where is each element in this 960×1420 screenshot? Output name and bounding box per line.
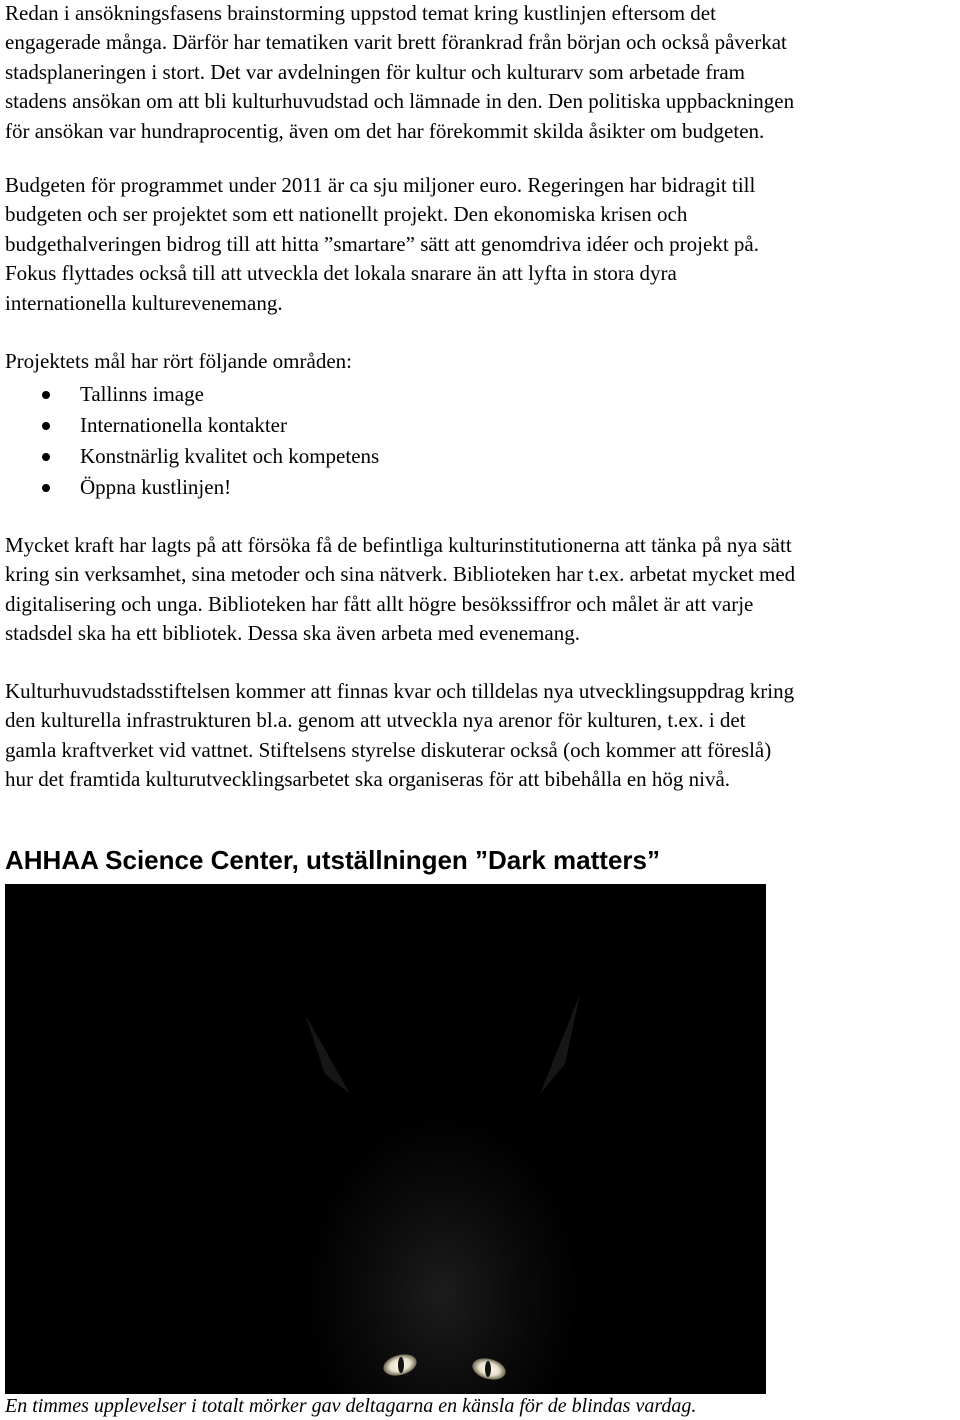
list-item	[5, 410, 379, 441]
list-item-label: Internationella kontakter	[80, 413, 287, 437]
bullet-icon	[42, 422, 50, 430]
goals-list	[5, 379, 379, 503]
list-item	[5, 472, 379, 503]
paragraph-budget: Budgeten för programmet under 2011 är ca sju miljoner euro. Regeringen har bidragit till budgeten och ser projektet som ett nationellt projekt. Den ekonomiska krisen och budgethalveringen bidrog till att hitta ”smartare” sätt att genomdriva idéer och projekt på. Fokus flyttades också till att utveckla det lokala snarare än att lyfta in stora dyra internationella kulturevenemang.	[5, 173, 759, 315]
bullet-icon	[42, 484, 50, 492]
section-heading: AHHAA Science Center, utställningen ”Dark matters”	[5, 845, 660, 875]
paragraph-theme: Redan i ansökningsfasens brainstorming uppstod temat kring kustlinjen eftersom det engagerade många. Därför har tematiken varit brett förankrad från början och också påverkat stadsplaneringen i stort. Det var avdelningen för kultur och kulturarv som arbetade fram stadens ansökan om att bli kulturhuvudstad och lämnade in den. Den politiska uppbackningen för ansökan var hundraprocentig, även om det har förekommit skilda åsikter om budgeten.	[5, 1, 795, 143]
list-item	[5, 379, 379, 410]
bullet-icon	[42, 453, 50, 461]
list-item-label: Konstnärlig kvalitet och kompetens	[80, 444, 380, 468]
list-item-label: Öppna kustlinjen!	[80, 475, 232, 499]
list-item-label: Tallinns image	[80, 382, 204, 406]
list-item	[5, 441, 379, 472]
black-cat-image	[5, 884, 766, 1394]
black-cat-photo	[5, 884, 766, 1394]
paragraph-institutions: Mycket kraft har lagts på att försöka få de befintliga kulturinstitutionerna att tänka på nya sätt kring sin verksamhet, sina metoder och sina nätverk. Biblioteken har t.ex. arbetat mycket med digitalisering och unga. Biblioteken har fått allt högre besökssiffror och målet är att varje stadsdel ska ha ett bibliotek. Dessa ska även arbeta med evenemang.	[5, 533, 796, 646]
bullet-icon	[42, 391, 50, 399]
photo-caption: En timmes upplevelser i totalt mörker gav deltagarna en känsla för de blindas vardag.	[5, 1395, 697, 1417]
paragraph-foundation: Kulturhuvudstadsstiftelsen kommer att finnas kvar och tilldelas nya utvecklingsuppdrag kring den kulturella infrastrukturen bl.a. genom att utveckla nya arenor för kulturen, t.ex. i det gamla kraftverket vid vattnet. Stiftelsens styrelse diskuterar också (och kommer att föreslå) hur det framtida kulturutvecklingsarbetet ska organiseras för att bibehålla en hög nivå.	[5, 679, 795, 792]
paragraph-goals-intro: Projektets mål har rört följande områden:	[5, 349, 352, 373]
